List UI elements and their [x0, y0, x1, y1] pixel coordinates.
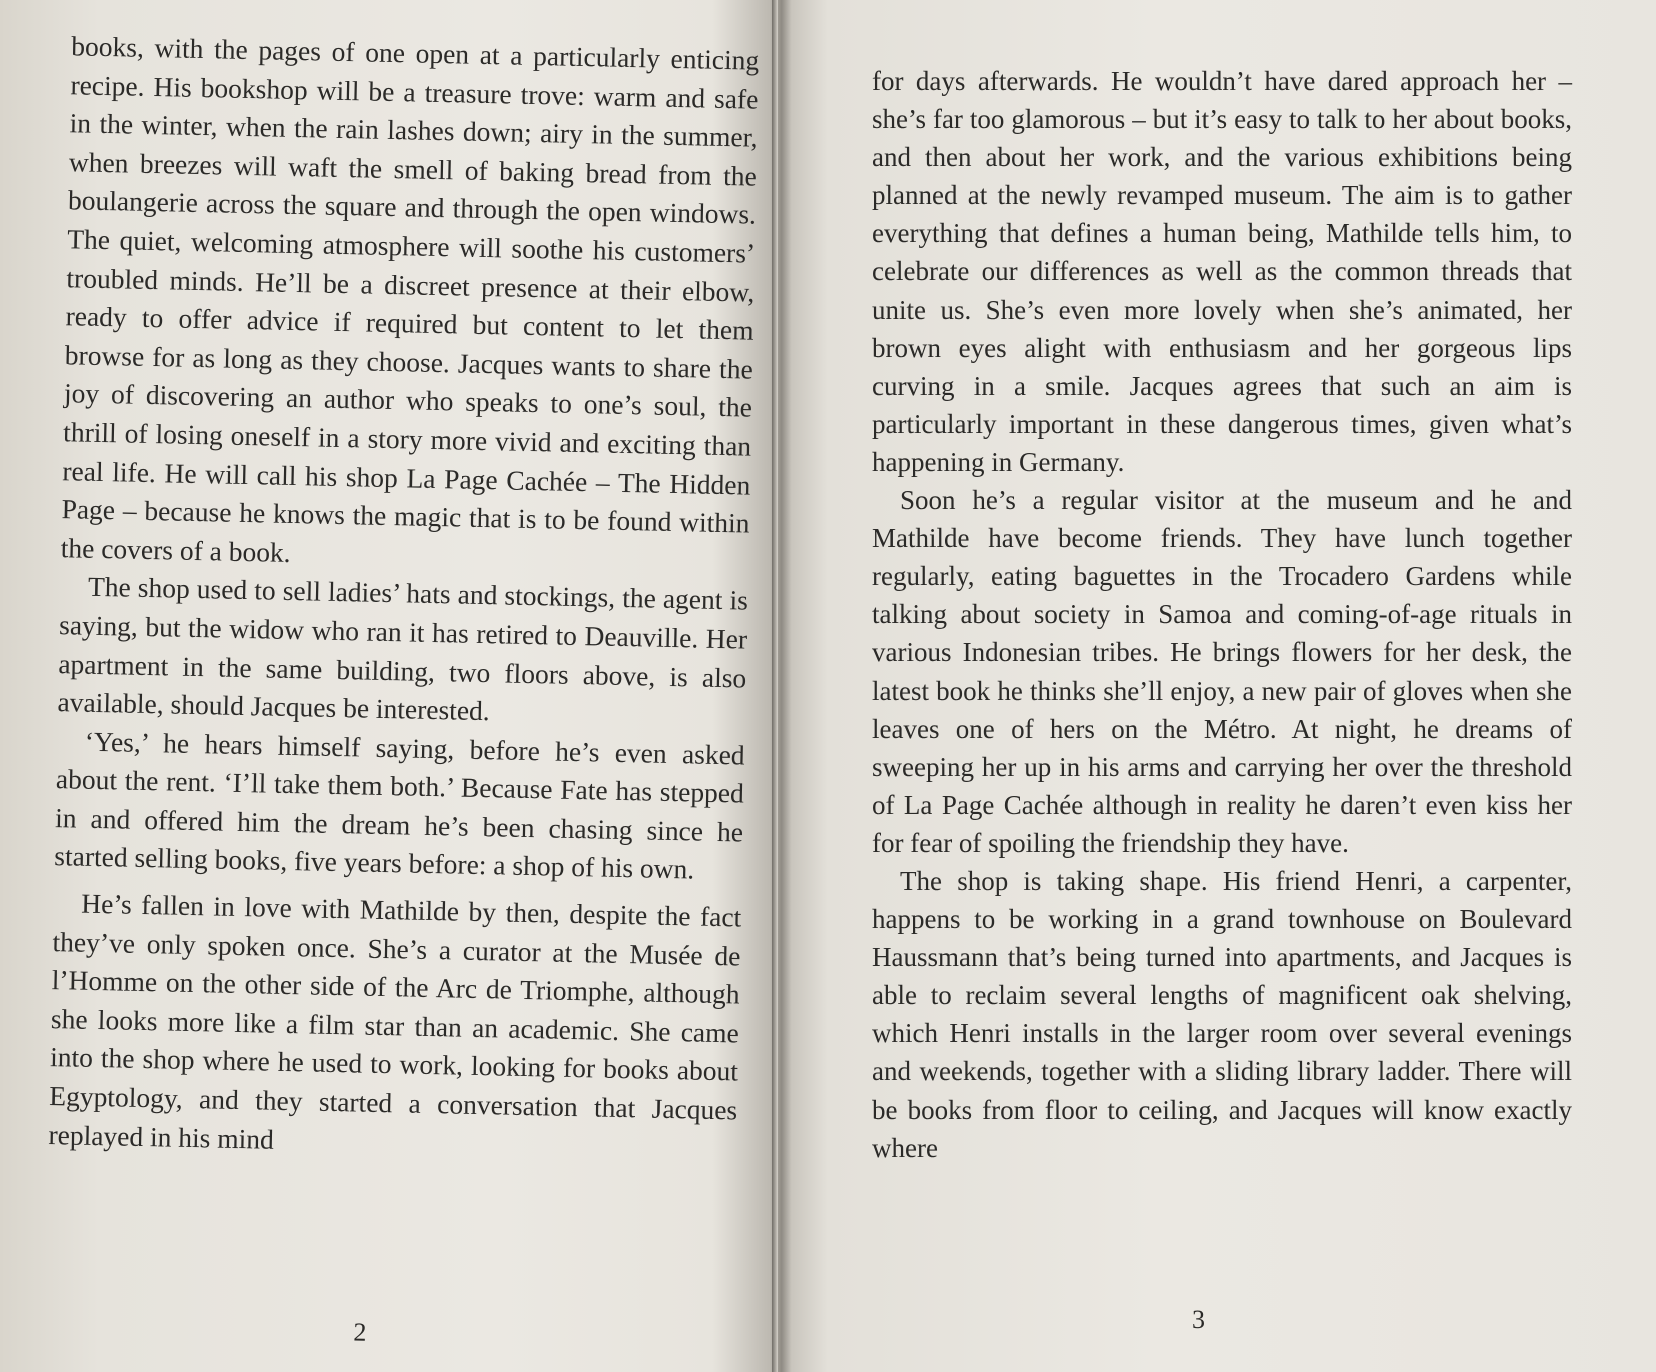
paragraph: He’s fallen in love with Mathilde by then, despite the fact they’ve only spoken once. She’s a curator at the Musée de l’Homme on the other side of the Arc de Triomphe, although she looks more like a film star than an academic. She came into the shop where he used to work, looking for books about Egyptology, and they started a conversation that Jacques replayed in his mind: [48, 887, 742, 1155]
paragraph: The shop is taking shape. His friend Henri, a carpenter, happens to be working in a grand townhouse on Boulevard Haussmann that’s being turned into apartments, and Jacques is able to reclaim several lengths of magnificent oak shelving, which Henri installs in the larger room over several evenings and weekends, together with a sliding library ladder. There will be books from floor to ceiling, and Jacques will know exactly where: [872, 865, 1572, 1163]
paragraph: books, with the pages of one open at a particularly enticing recipe. His bookshop will be a treasure trove: warm and safe in the winter, when the rain lashes down; airy in the summer, when breezes will waft the smell of baking bread from the boulangerie across the square and through the open windows. The quiet, welcoming atmosphere will soothe his customers’ troubled minds. He’ll be a discreet presence at their elbow, ready to offer advice if required but content to let them browse for as long as they choose. Jacques wants to share the joy of discovering an author who speaks to one’s soul, the thrill of losing oneself in a story more vivid and exciting than real life. He will call his shop La Page Cachée – The Hidden Page – because he knows the magic that is to be found within the covers of a book.: [60, 30, 760, 568]
book-gutter: [772, 0, 778, 1372]
page-number-right: 3: [1192, 1305, 1205, 1334]
paragraph: Soon he’s a regular visitor at the museum and he and Mathilde have become friends. They have lunch together regularly, eating baguettes in the Trocadero Gardens while talking about society in Samoa and coming-of-age rituals in various Indonesian tribes. He brings flowers for her desk, the latest book he thinks she’ll enjoy, a new pair of gloves when she leaves one of hers on the Métro. At night, he dreams of sweeping her up in his arms and carrying her over the threshold of La Page Cachée although in reality he daren’t even kiss her for fear of spoiling the friendship they have.: [872, 485, 1572, 858]
paragraph: The shop used to sell ladies’ hats and stockings, the agent is saying, but the widow who ran it has retired to Deauville. Her apartment in the same building, two floors above, is also available, should Jacques be interested.: [57, 571, 749, 727]
left-page-text: [48, 27, 759, 1168]
left-page: [0, 0, 784, 1372]
paragraph: ‘Yes,’ he hears himself saying, before he’s even asked about the rent. ‘I’ll take them both.’ Because Fate has stepped in and offered him the dream he’s been chasing since he started selling books, five years before: a shop of his own.: [54, 725, 745, 885]
page-number-left: 2: [353, 1317, 367, 1347]
right-page: [780, 0, 1656, 1372]
right-page-text: [872, 62, 1572, 1167]
paragraph: for days afterwards. He wouldn’t have dared approach her – she’s far too glamorous – but it’s easy to talk to her about books, and then about her work, and the various exhibitions being planned at the newly revamped museum. The aim is to gather everything that defines a human being, Mathilde tells him, to celebrate our differences as well as the common threads that unite us. She’s even more lovely when she’s animated, her brown eyes alight with enthusiasm and her gorgeous lips curving in a smile. Jacques agrees that such an aim is particularly important in these dangerous times, given what’s happening in Germany.: [872, 66, 1572, 477]
